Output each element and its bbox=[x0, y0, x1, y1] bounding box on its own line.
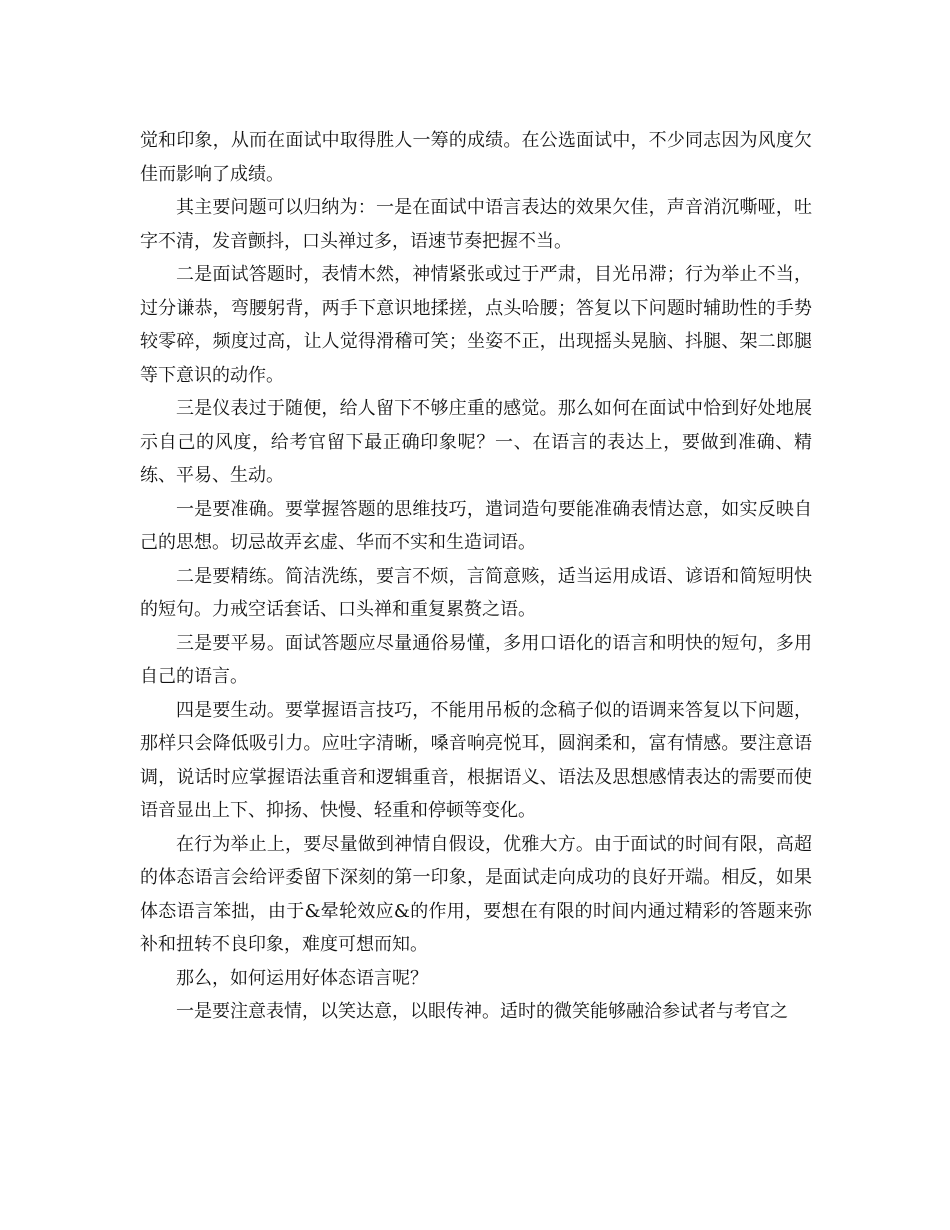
document-body bbox=[140, 124, 812, 1029]
paragraph-expression: 一是要注意表情，以笑达意，以眼传神。适时的微笑能够融洽参试者与考官之 bbox=[176, 1001, 788, 1022]
paragraph-accurate: 一是要准确。要掌握答题的思维技巧，遣词造句要能准确表情达意，如实反映自己的思想。切忌故弄玄虚、华而不实和生造词语。 bbox=[140, 498, 812, 553]
paragraph-second-problem: 二是面试答题时，表情木然，神情紧张或过于严肃，目光吊滞；行为举止不当，过分谦恭，弯腰躬背，两手下意识地揉搓，点头哈腰；答复以下问题时辅助性的手势较零碎，频度过高，让人觉得滑稽可笑；坐姿不正，出现摇头晃脑、抖腿、架二郎腿等下意识的动作。 bbox=[140, 264, 812, 386]
paragraph-main-problems: 其主要问题可以归纳为：一是在面试中语言表达的效果欠佳，声音消沉嘶哑，吐字不清，发音颤抖，口头禅过多，语速节奏把握不当。 bbox=[140, 197, 812, 252]
paragraph-concise: 二是要精练。简洁洗练，要言不烦，言简意赅，适当运用成语、谚语和简短明快的短句。力戒空话套话、口头禅和重复累赘之语。 bbox=[140, 565, 812, 620]
paragraph-vivid: 四是要生动。要掌握语言技巧，不能用吊板的念稿子似的语调来答复以下问题，那样只会降低吸引力。应吐字清晰，嗓音响亮悦耳，圆润柔和，富有情感。要注意语调，说话时应掌握语法重音和逻辑重音，根据语义、语法及思想感情表达的需要而使语音显出上下、抑扬、快慢、轻重和停顿等变化。 bbox=[140, 699, 812, 821]
paragraph-continuation: 觉和印象，从而在面试中取得胜人一筹的成绩。在公选面试中，不少同志因为风度欠佳而影响了成绩。 bbox=[140, 130, 812, 185]
paragraph-third-problem: 三是仪表过于随便，给人留下不够庄重的感觉。那么如何在面试中恰到好处地展示自己的风度，给考官留下最正确印象呢？一、在语言的表达上，要做到准确、精练、平易、生动。 bbox=[140, 398, 812, 486]
paragraph-plain: 三是要平易。面试答题应尽量通俗易懂，多用口语化的语言和明快的短句，多用自己的语言。 bbox=[140, 632, 812, 687]
paragraph-behavior: 在行为举止上，要尽量做到神情自假设，优雅大方。由于面试的时间有限，高超的体态语言会给评委留下深刻的第一印象，是面试走向成功的良好开端。相反，如果体态语言笨拙，由于&晕轮效应&的作用，要想在有限的时间内通过精彩的答题来弥补和扭转不良印象，难度可想而知。 bbox=[140, 833, 812, 955]
paragraph-question: 那么，如何运用好体态语言呢？ bbox=[176, 967, 428, 989]
